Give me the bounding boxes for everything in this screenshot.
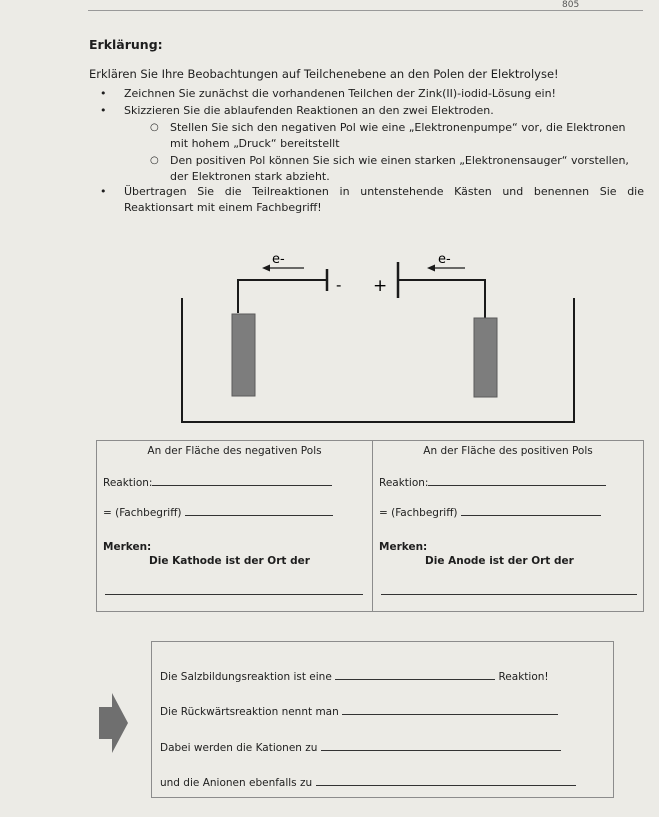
cations-blank[interactable] <box>321 738 561 751</box>
circle-bullet-icon: ○ <box>150 122 159 133</box>
bullet-icon: • <box>100 104 107 117</box>
minus-sign: - <box>336 276 342 294</box>
right-fach-row: = (Fachbegriff) <box>379 503 601 519</box>
right-column-header: An der Fläche des positiven Pols <box>423 445 593 457</box>
instruction-1: • Zeichnen Sie zunächst die vorhandenen Teilchen der Zink(II)-iodid-Lösung ein! <box>100 87 556 100</box>
right-fach-blank[interactable] <box>461 503 601 516</box>
anions-row: und die Anionen ebenfalls zu <box>160 773 576 789</box>
anode-statement: Die Anode ist der Ort der <box>425 555 574 567</box>
sub-instruction-2: ○ Den positiven Pol können Sie sich wie einen starken „Elektronensauger“ vorstellen, der Elektronen stark abzieht. <box>150 154 629 183</box>
electrode-left <box>232 314 255 396</box>
left-merken-blank[interactable] <box>105 594 363 595</box>
instruction-3: • Übertragen Sie die Teilreaktionen in untenstehende Kästen und benennen Sie die Reaktionsart mit einem Fachbegriff! <box>100 185 644 214</box>
bullet-icon: • <box>100 87 107 100</box>
left-merken-label: Merken: <box>103 541 152 553</box>
arrow-left-icon <box>427 265 435 272</box>
right-merken-label: Merken: <box>379 541 428 553</box>
bullet-icon: • <box>100 185 107 198</box>
reverse-reaction-row: Die Rückwärtsreaktion nennt man <box>160 702 558 718</box>
table-divider <box>372 441 373 611</box>
cations-row: Dabei werden die Kationen zu <box>160 738 561 754</box>
instruction-2: • Skizzieren Sie die ablaufenden Reaktionen an den zwei Elektroden. <box>100 104 494 117</box>
intro-text: Erklären Sie Ihre Beobachtungen auf Teilchenebene an den Polen der Elektrolyse! <box>89 67 559 81</box>
anions-blank[interactable] <box>316 773 576 786</box>
right-arrow-icon <box>99 693 128 753</box>
reverse-reaction-blank[interactable] <box>342 702 558 715</box>
left-fach-row: = (Fachbegriff) <box>103 503 333 519</box>
salt-formation-blank[interactable] <box>335 667 495 680</box>
right-reaction-row: Reaktion: <box>379 473 606 489</box>
answer-table <box>96 440 644 612</box>
left-column-header: An der Fläche des negativen Pols <box>147 445 322 457</box>
pointer-arrow <box>96 690 130 756</box>
electrode-right <box>474 318 497 397</box>
plus-sign: + <box>373 276 388 296</box>
circle-bullet-icon: ○ <box>150 155 159 166</box>
arrow-left-icon <box>262 265 270 272</box>
sub-instruction-1: ○ Stellen Sie sich den negativen Pol wie eine „Elektronenpumpe“ vor, die Elektronen mit hohem „Druck“ bereitstellt <box>150 121 626 150</box>
page-number: 805 <box>562 0 580 10</box>
summary-box <box>151 641 614 798</box>
right-reaction-blank[interactable] <box>428 473 606 486</box>
right-merken-blank[interactable] <box>381 594 637 595</box>
electron-label-right: e- <box>438 252 451 267</box>
left-fach-blank[interactable] <box>185 503 333 516</box>
kathode-statement: Die Kathode ist der Ort der <box>149 555 310 567</box>
wire-right <box>398 280 485 318</box>
wire-left <box>238 280 327 313</box>
electron-label-left: e- <box>272 252 285 267</box>
salt-formation-row: Die Salzbildungsreaktion ist eine Reaktion! <box>160 667 549 683</box>
left-reaction-blank[interactable] <box>152 473 332 486</box>
left-reaction-row: Reaktion: <box>103 473 332 489</box>
section-heading: Erklärung: <box>89 37 163 52</box>
